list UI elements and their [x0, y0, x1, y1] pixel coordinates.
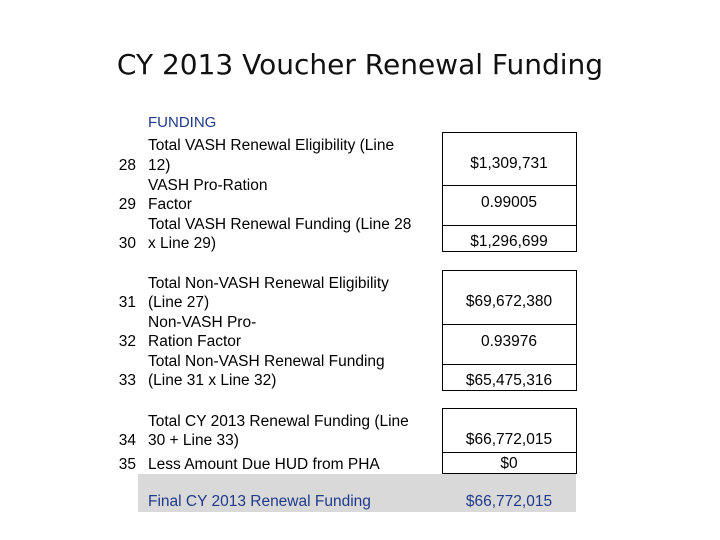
- row-label-line: (Line 27): [148, 294, 210, 311]
- row-value: $66,772,015: [465, 431, 553, 448]
- row-value: $65,475,316: [465, 372, 553, 389]
- row-value: $69,672,380: [465, 293, 553, 310]
- row-label-line: Non-VASH Pro-: [148, 314, 257, 331]
- row-label-line: VASH Pro-Ration: [148, 177, 268, 194]
- line-number: 34: [118, 432, 136, 449]
- line-number: 30: [118, 235, 136, 252]
- row-label-line: (Line 31 x Line 32): [148, 372, 277, 389]
- line-number: 33: [118, 372, 136, 389]
- row-value: $1,309,731: [470, 155, 548, 172]
- row-value: $0: [500, 455, 518, 472]
- line-number: 35: [118, 456, 136, 473]
- line-number: 32: [118, 333, 136, 350]
- row-label-line: Total VASH Renewal Eligibility (Line: [148, 137, 395, 154]
- row-label-line: Factor: [148, 196, 192, 213]
- row-label-line: Total Non-VASH Renewal Eligibility: [148, 275, 389, 292]
- row-label-line: Total Non-VASH Renewal Funding: [148, 353, 385, 370]
- row-value: 0.93976: [480, 333, 538, 350]
- row-value: $66,772,015: [465, 493, 553, 510]
- line-number: 29: [118, 196, 136, 213]
- section-heading-funding: FUNDING: [148, 114, 217, 131]
- row-label-line: Ration Factor: [148, 333, 242, 350]
- row-label-line: x Line 29): [148, 235, 217, 252]
- row-label-line: Total CY 2013 Renewal Funding (Line: [148, 413, 409, 430]
- line-number: 28: [118, 157, 136, 174]
- page-title: CY 2013 Voucher Renewal Funding: [116, 48, 604, 81]
- row-label-line: Total VASH Renewal Funding (Line 28: [148, 216, 412, 233]
- row-label-line: 12): [148, 157, 171, 174]
- line-number: 36: [118, 493, 136, 510]
- row-value: 0.99005: [480, 194, 538, 211]
- line-number: 31: [118, 294, 136, 311]
- row-label-line: Less Amount Due HUD from PHA: [148, 456, 380, 473]
- row-value: $1,296,699: [470, 233, 548, 250]
- row-label-line: 30 + Line 33): [148, 432, 239, 449]
- row-label-line: Final CY 2013 Renewal Funding: [148, 493, 371, 510]
